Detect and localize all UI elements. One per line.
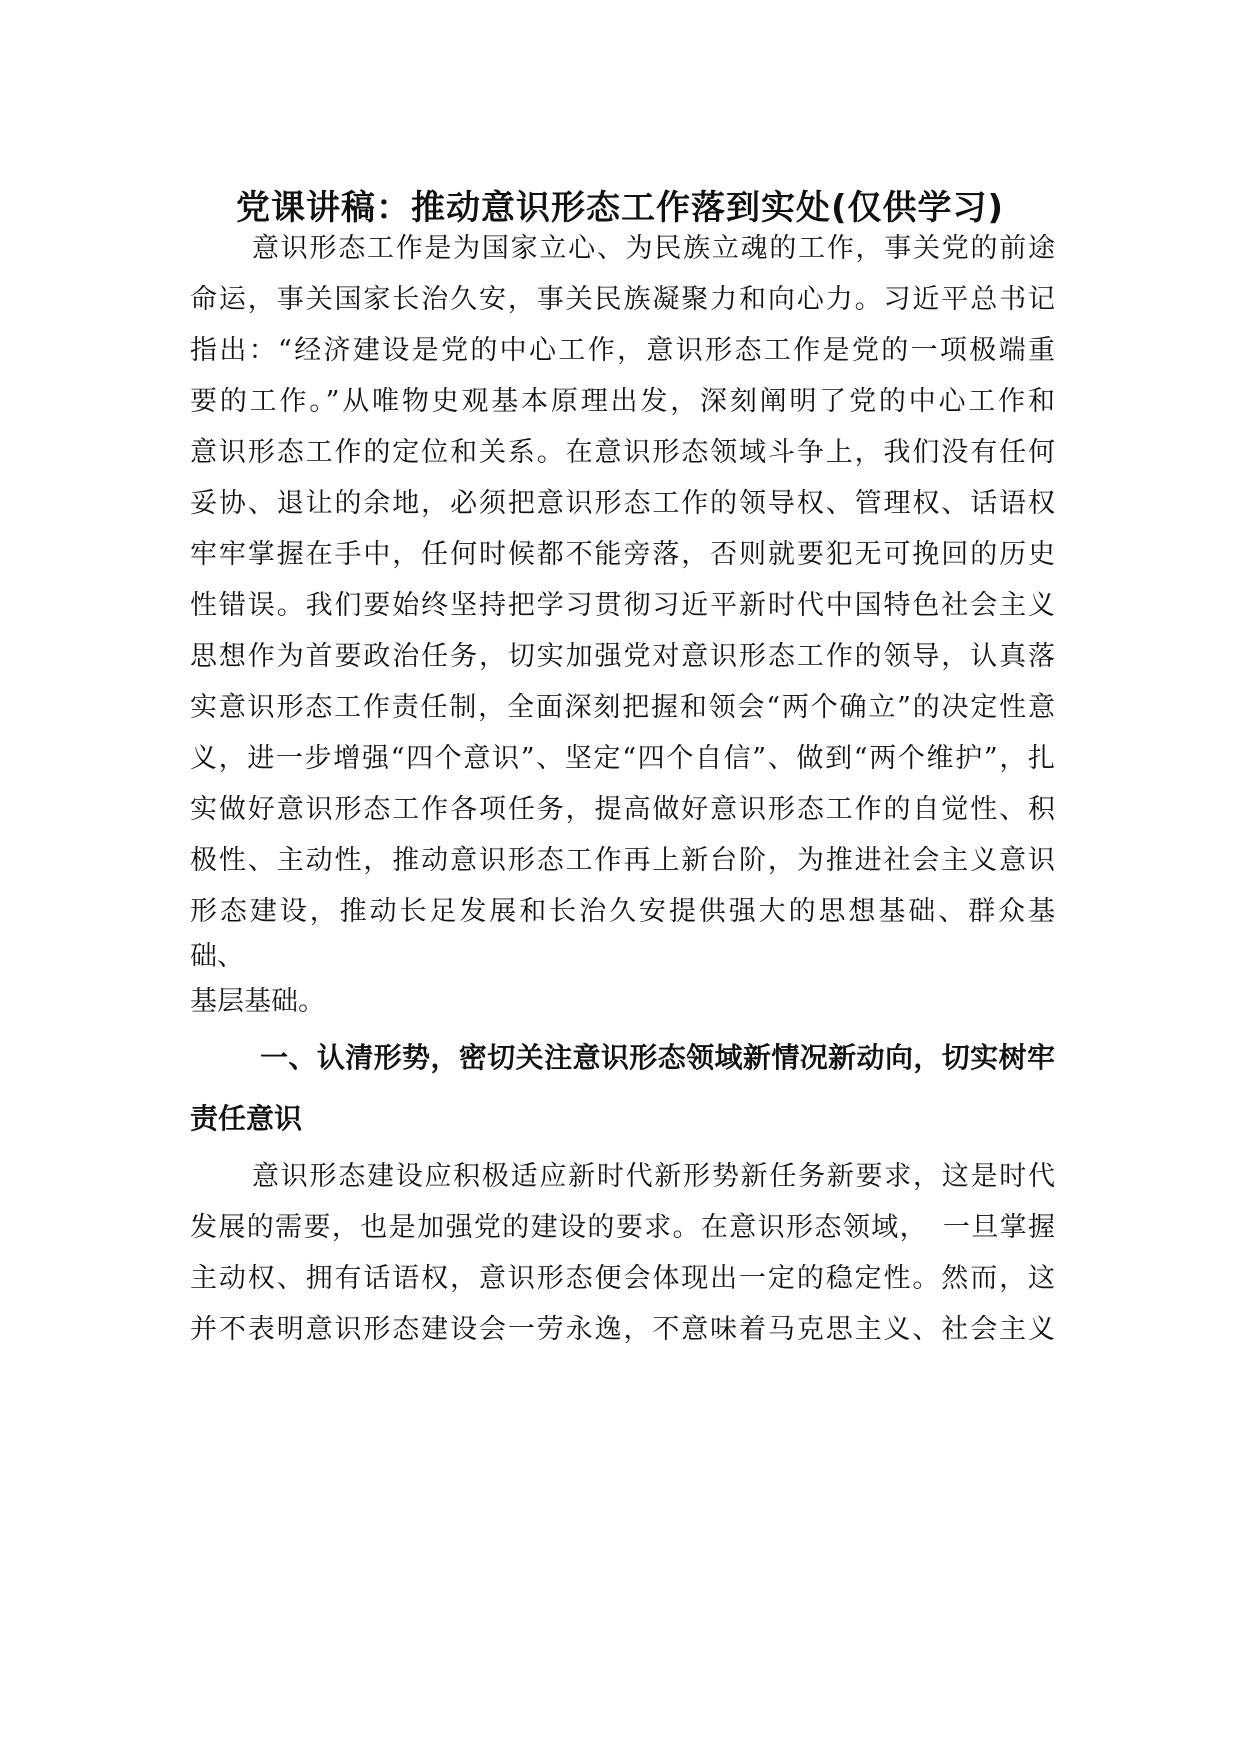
paragraph-line: 实做好意识形态工作各项任务，提高做好意识形态工作的自觉性、积 (190, 794, 1055, 825)
document-title: 党课讲稿：推动意识形态工作落到实处(仅供学习) (235, 188, 1005, 228)
paragraph-line: 要的工作。”从唯物史观基本原理出发，深刻阐明了党的中心工作和 (190, 386, 1055, 417)
paragraph-line: 意识形态工作的定位和关系。在意识形态领域斗争上，我们没有任何 (190, 437, 1055, 468)
paragraph-line: 思想作为首要政治任务，切实加强党对意识形态工作的领导，认真落 (190, 641, 1055, 672)
paragraph-line: 主动权、拥有话语权，意识形态便会体现出一定的稳定性。然而，这 (190, 1263, 1055, 1294)
paragraph-line: 形态建设，推动长足发展和长治久安提供强大的思想基础、群众基 (190, 896, 1055, 927)
section-heading-line: 责任意识 (190, 1102, 303, 1135)
section-heading-line: 一、认清形势，密切关注意识形态领域新情况新动向，切实树牢 (260, 1041, 1055, 1074)
paragraph-line: 础、 (190, 941, 244, 972)
paragraph-line: 发展的需要，也是加强党的建设的要求。在意识形态领域， 一旦掌握 (190, 1212, 1055, 1243)
paragraph-line: 实意识形态工作责任制，全面深刻把握和领会“两个确立”的决定性意 (190, 692, 1055, 723)
paragraph-line: 性错误。我们要始终坚持把学习贯彻习近平新时代中国特色社会主义 (190, 590, 1055, 621)
paragraph-line: 妥协、退让的余地，必须把意识形态工作的领导权、管理权、话语权 (190, 488, 1055, 519)
paragraph-line: 意识形态建设应积极适应新时代新形势新任务新要求，这是时代 (252, 1161, 1055, 1192)
paragraph-line: 意识形态工作是为国家立心、为民族立魂的工作，事关党的前途 (252, 233, 1055, 264)
paragraph-line: 牢牢掌握在手中，任何时候都不能旁落，否则就要犯无可挽回的历史 (190, 539, 1055, 570)
paragraph-line: 并不表明意识形态建设会一劳永逸，不意味着马克思主义、社会主义 (190, 1314, 1055, 1345)
paragraph-line: 极性、主动性，推动意识形态工作再上新台阶，为推进社会主义意识 (190, 845, 1055, 876)
paragraph-line: 命运，事关国家长治久安，事关民族凝聚力和向心力。习近平总书记 (190, 284, 1055, 315)
paragraph-line: 指出：“经济建设是党的中心工作，意识形态工作是党的一项极端重 (190, 335, 1055, 366)
paragraph-line: 义，进一步增强“四个意识”、坚定“四个自信”、做到“两个维护”，扎 (190, 743, 1055, 774)
paragraph-line: 基层基础。 (190, 986, 325, 1017)
